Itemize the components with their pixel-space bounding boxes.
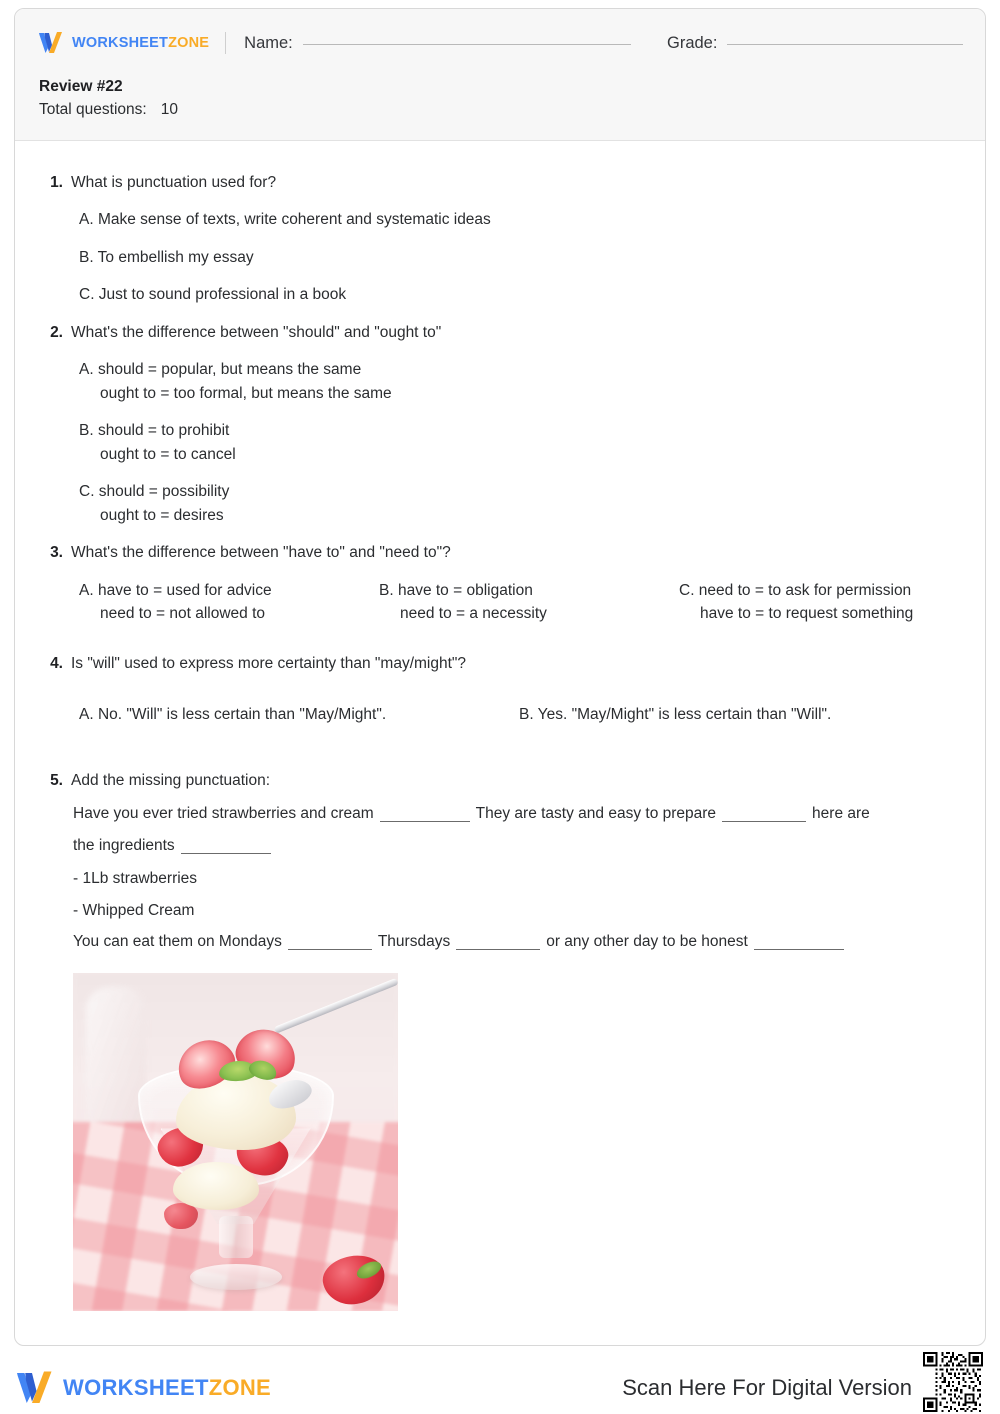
question-3-number: 3.: [50, 544, 63, 562]
question-3-head: [41, 541, 959, 564]
question-4-number: 4.: [50, 654, 63, 672]
question-4-head: [41, 652, 959, 675]
fill-line-3: [73, 926, 959, 959]
option-3a-line1: A. have to = used for advice: [79, 581, 272, 599]
question-2-head: [41, 321, 959, 344]
question-5-number: 5.: [50, 771, 63, 789]
fill-in-blank-exercise: [41, 798, 959, 959]
blank-3[interactable]: [181, 842, 271, 854]
option-3a[interactable]: [79, 579, 379, 626]
footer-brand-wordmark: [63, 1377, 271, 1399]
blank-6[interactable]: [754, 938, 844, 950]
dessert-glass-foot: [190, 1264, 282, 1290]
question-2-number: 2.: [50, 323, 63, 341]
name-label: Name:: [244, 33, 293, 52]
grade-input-line[interactable]: [727, 44, 963, 45]
fill-seg-4: the ingredients: [73, 837, 175, 855]
option-1a-line1: A. Make sense of texts, write coherent and systematic ideas: [79, 211, 491, 229]
brand-word-worksheet: WORKSHEET: [72, 34, 169, 51]
question-5-text: Add the missing punctuation:: [71, 771, 271, 789]
option-4a[interactable]: [79, 689, 519, 741]
fill-line-2: [73, 830, 959, 863]
worksheet-body: [15, 141, 985, 1327]
option-4b[interactable]: [519, 689, 959, 741]
worksheet-header: [15, 9, 985, 141]
grade-field[interactable]: [667, 34, 963, 53]
question-1-number: 1.: [50, 174, 63, 191]
question-2: [41, 321, 959, 528]
option-3a-line2: need to = not allowed to: [100, 605, 266, 623]
question-5: [41, 769, 959, 1311]
header-divider: [225, 32, 226, 54]
option-3c[interactable]: [679, 579, 986, 626]
option-2c-line2: ought to = desires: [100, 506, 224, 524]
question-4-options: [41, 689, 959, 741]
page-title: Review #22: [39, 78, 123, 95]
option-1c-line1: C. Just to sound professional in a book: [79, 286, 347, 304]
option-3b-line2: need to = a necessity: [400, 605, 547, 623]
question-2-options: [41, 358, 959, 527]
worksheet-footer: [0, 1362, 1000, 1414]
question-3-options: [41, 579, 959, 626]
option-2a-line2: ought to = too formal, but means the same: [100, 384, 392, 402]
blank-5[interactable]: [456, 938, 540, 950]
fill-seg-2: They are tasty and easy to prepare: [475, 804, 717, 822]
question-3-text: What's the difference between "have to" and "need to"?: [71, 544, 451, 562]
option-2c[interactable]: [79, 480, 959, 527]
scan-instruction-text: Scan Here For Digital Version: [622, 1375, 912, 1400]
option-2b[interactable]: [79, 419, 959, 466]
question-1-options: [41, 208, 959, 307]
qr-code-icon[interactable]: [920, 1349, 986, 1414]
option-3b[interactable]: [379, 579, 679, 626]
worksheet-meta: [37, 75, 963, 122]
option-4a-line1: A. No. "Will" is less certain than "May/Might".: [79, 706, 387, 724]
footer-brand-word-zone: ZONE: [208, 1375, 272, 1400]
worksheetzone-logo-icon: [37, 31, 65, 55]
option-2b-line2: ought to = to cancel: [100, 445, 236, 463]
question-1: [41, 171, 959, 307]
option-1a[interactable]: [79, 208, 959, 232]
fill-seg-3: here are: [812, 804, 870, 822]
option-2b-line1: B. should = to prohibit: [79, 422, 230, 440]
question-3: [41, 541, 959, 625]
brand-wordmark: [72, 36, 209, 51]
total-questions-label: Total questions:: [39, 101, 147, 119]
option-3c-line1: C. need to = to ask for permission: [679, 581, 912, 599]
question-5-head: [41, 769, 959, 792]
question-1-text: What is punctuation used for?: [71, 174, 277, 191]
blank-1[interactable]: [380, 810, 470, 822]
illustration-wrapper: [41, 973, 959, 1311]
fill-line-1: [73, 798, 959, 831]
worksheetzone-logo-icon: [14, 1370, 56, 1406]
fill-seg-6: Thursdays: [377, 933, 451, 951]
strawberries-and-cream-image: [73, 973, 398, 1311]
brand-logo[interactable]: [37, 31, 209, 55]
question-4-text: Is "will" used to express more certainty than "may/might"?: [71, 654, 467, 672]
option-3c-line2: have to = to request something: [700, 605, 914, 623]
footer-brand-logo[interactable]: [14, 1370, 271, 1406]
footer-brand-word-worksheet: WORKSHEET: [63, 1375, 209, 1400]
whipped-cream-lower: [173, 1162, 259, 1210]
option-4b-line1: B. Yes. "May/Might" is less certain than "Will".: [519, 706, 832, 724]
name-field[interactable]: [244, 34, 631, 53]
option-1b[interactable]: [79, 246, 959, 270]
option-1c[interactable]: [79, 283, 959, 307]
fill-seg-7: or any other day to be honest: [546, 933, 748, 951]
option-1b-line1: B. To embellish my essay: [79, 248, 254, 266]
blank-4[interactable]: [288, 938, 372, 950]
question-4: [41, 652, 959, 741]
name-input-line[interactable]: [303, 44, 631, 45]
brand-word-zone: ZONE: [168, 34, 210, 51]
dessert-glass-stem: [219, 1216, 253, 1258]
worksheet-sheet: [14, 8, 986, 1346]
option-2a[interactable]: [79, 358, 959, 405]
option-2a-line1: A. should = popular, but means the same: [79, 361, 362, 379]
ingredient-2: - Whipped Cream: [73, 901, 195, 919]
total-questions-value: 10: [160, 101, 178, 119]
fill-seg-5: You can eat them on Mondays: [73, 933, 282, 951]
question-1-head: [41, 171, 959, 194]
blank-2[interactable]: [722, 810, 806, 822]
question-2-text: What's the difference between "should" and "ought to": [71, 323, 442, 341]
total-questions: [39, 98, 963, 122]
fill-seg-1: Have you ever tried strawberries and cream: [73, 804, 374, 822]
ingredient-1: - 1Lb strawberries: [73, 869, 198, 887]
grade-label: Grade:: [667, 33, 718, 52]
option-2c-line1: C. should = possibility: [79, 483, 230, 501]
header-identity-row: [37, 25, 963, 61]
option-3b-line1: B. have to = obligation: [379, 581, 533, 599]
